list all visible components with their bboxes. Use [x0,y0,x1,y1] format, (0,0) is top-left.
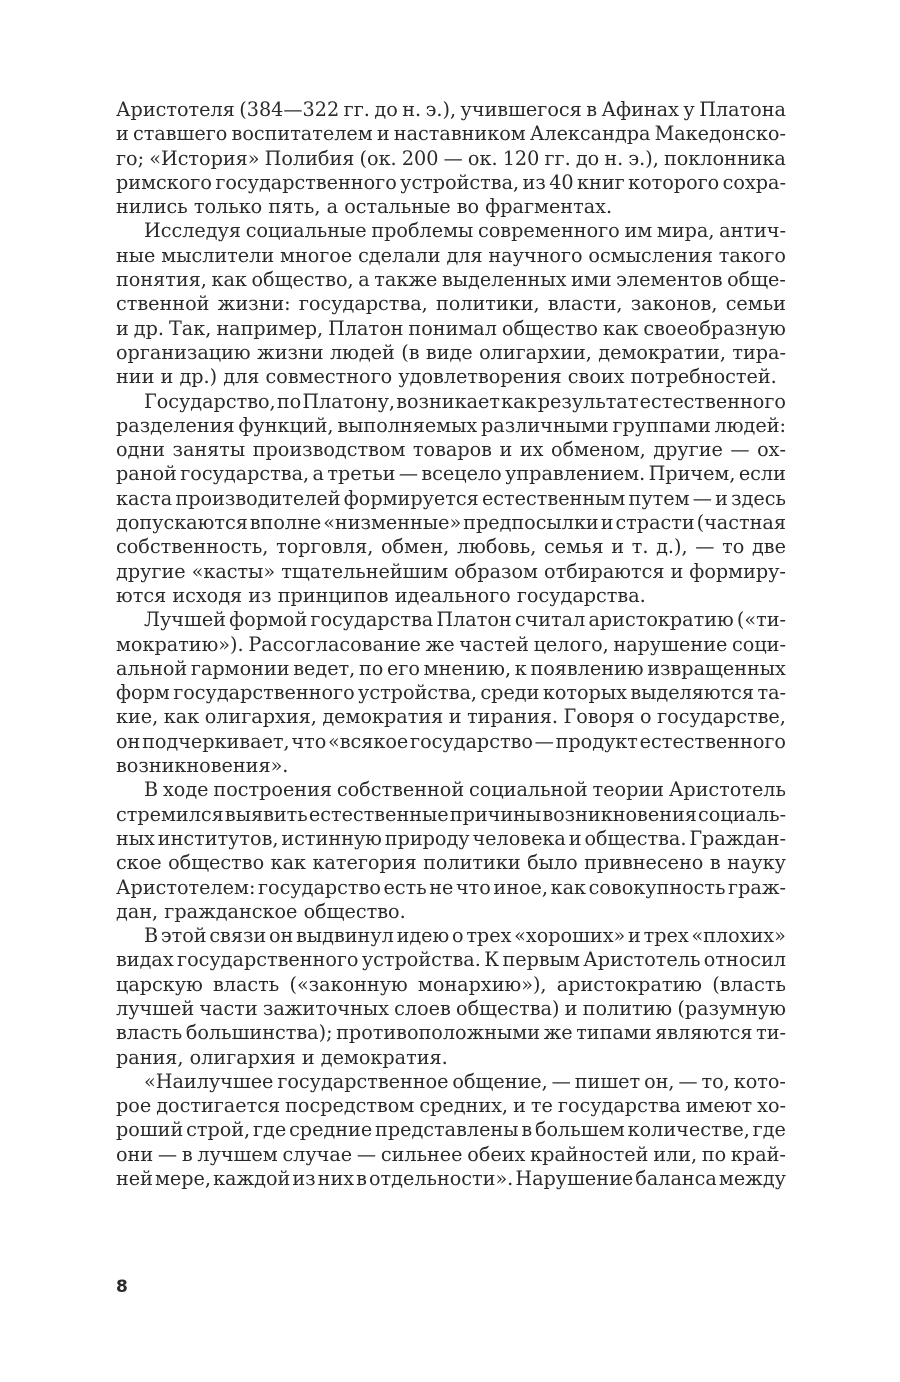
text-line: Аристотелем: государство есть не что иное, как совокупность граж- [116,875,786,899]
text-line: Государство, по Платону, возникает как результат естественного [144,389,786,413]
text-line: допускаются вполне «низменные» предпосылки и страсти (частная [116,511,786,535]
text-line: нились только пять, а остальные во фрагментах. [116,195,613,219]
paragraph [116,98,786,219]
text-line: организацию жизни людей (в виде олигархии, демократии, тира- [116,340,786,364]
text-line: «Наилучшее государственное общение, — пишет он, — то, кото- [144,1069,786,1093]
text-line: В этой связи он выдвинул идею о трех «хороших» и трех «плохих» [144,924,786,948]
text-line: власть большинства); противоположными же типами являются ти- [116,1021,786,1045]
text-line: роший строй, где средние представлены в большем количестве, где [116,1118,786,1142]
text-line: альной гармонии ведет, по его мнению, к появлению извращенных [116,656,786,680]
text-line: собственность, торговля, обмен, любовь, семья и т. д.), — то две [116,535,786,559]
text-line: дан, гражданское общество. [116,899,406,923]
text-line: мократию»). Рассогласование же частей целого, нарушение соци- [116,632,786,656]
text-line: ных институтов, истинную природу человека и общества. Граждан- [116,826,786,850]
text-line: Аристотеля (384—322 гг. до н. э.), учившегося в Афинах у Платона [116,98,786,121]
text-line: рания, олигархия и демократия. [116,1045,448,1069]
text-line: возникновения». [116,754,289,778]
text-line: другие «касты» тщательнейшим образом отбираются и формиру- [116,559,786,583]
text-line: они — в лучшем случае — сильнее обеих крайностей или, по край- [116,1142,786,1166]
paragraph [116,608,786,778]
text-line: раной государства, а третьи — всецело управлением. Причем, если [116,462,786,486]
text-line: он подчеркивает, что «всякое государство — продукт естественного [116,729,786,753]
paragraph [116,1070,786,1191]
text-line: и ставшего воспитателем и наставником Александра Македонско- [116,122,786,146]
text-line: разделения функций, выполняемых различными группами людей: [116,413,786,437]
text-line: го; «История» Полибия (ок. 200 — ок. 120 гг. до н. э.), поклонника [116,146,786,170]
paragraph [116,924,786,1070]
page-number: 8 [116,1277,128,1297]
text-line: ственной жизни: государства, политики, власти, законов, семьи [116,292,786,316]
text-line: римского государственного устройства, из 40 книг которого сохра- [116,170,786,194]
text-line: и др. Так, например, Платон понимал общество как своеобразную [116,316,786,340]
text-line: нии и др.) для совместного удовлетворения своих потребностей. [116,365,777,389]
text-line: В ходе построения собственной социальной теории Аристотель [144,778,786,802]
text-line: рое достигается посредством средних, и те государства имеют хо- [116,1094,786,1118]
text-line: стремился выявить естественные причины возникновения социаль- [116,802,786,826]
text-line: ются исходя из принципов идеального государства. [116,583,646,607]
text-line: видах государственного устройства. К первым Аристотель относил [116,948,786,972]
text-line: лучшей части зажиточных слоев общества) и политию (разумную [116,996,786,1020]
page-body-text [116,98,786,1191]
text-line: понятия, как общество, а также выделенных ими элементов обще- [116,268,786,292]
text-line: одни заняты производством товаров и их обменом, другие — ох- [116,438,786,462]
paragraph [116,219,786,389]
text-line: кие, как олигархия, демократия и тирания. Говоря о государстве, [116,705,786,729]
text-line: царскую власть («законную монархию»), аристократию (власть [116,972,786,996]
text-line: Лучшей формой государства Платон считал аристократию («ти- [144,608,786,632]
text-line: форм государственного устройства, среди которых выделяются та- [116,681,786,705]
text-line: Исследуя социальные проблемы современного им мира, антич- [144,219,786,243]
text-line: ные мыслители многое сделали для научного осмысления такого [116,243,786,267]
paragraph [116,778,786,924]
paragraph [116,390,786,609]
text-line: ней мере, каждой из них в отдельности». Нарушение баланса между [116,1167,786,1191]
text-line: каста производителей формируется естественным путем — и здесь [116,486,786,510]
text-line: ское общество как категория политики было привнесено в науку [116,851,786,875]
